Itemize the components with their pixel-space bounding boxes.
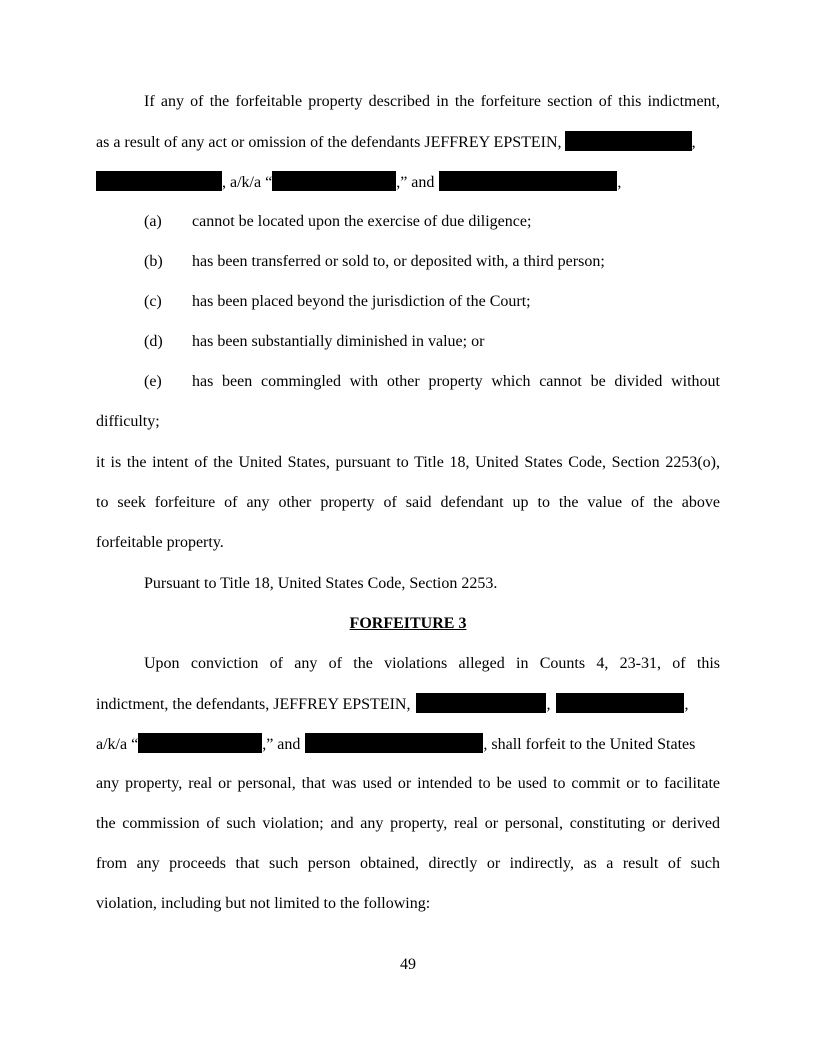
para3-line3-aka: a/k/a “ — [96, 736, 139, 753]
list-item-text: has been transferred or sold to, or deposited with, a third person; — [192, 253, 605, 270]
item-e-continuation: difficulty; — [96, 413, 160, 430]
list-item-text: has been placed beyond the jurisdiction of the Court; — [192, 293, 531, 310]
para3-line1: Upon conviction of any of the violations alleged in Counts 4, 23-31, of this — [144, 655, 720, 672]
para3-line2 — [96, 693, 720, 715]
para3-line4: any property, real or personal, that was used or intended to be used to commit or to facilitate — [96, 775, 720, 792]
para1-line3-comma: , — [617, 174, 622, 191]
redaction-block — [565, 131, 692, 151]
para1-line3 — [96, 171, 720, 193]
list-item-label: (b) — [144, 253, 163, 270]
para2-line1: it is the intent of the United States, pursuant to Title 18, United States Code, Section 2253(o), — [96, 454, 720, 471]
list-item-label: (e) — [144, 373, 162, 390]
list-item — [144, 212, 720, 232]
redaction-block — [556, 693, 684, 713]
para1-line3-aka: , a/k/a “ — [222, 174, 273, 191]
para1-line3-and: ,” and — [396, 174, 435, 191]
redaction-block — [138, 733, 262, 753]
para3-line6: from any proceeds that such person obtained, directly or indirectly, as a result of such — [96, 855, 720, 872]
list-item-text: has been substantially diminished in value; or — [192, 333, 485, 350]
page-number: 49 — [400, 956, 416, 973]
list-item — [144, 252, 720, 272]
redaction-block — [439, 171, 617, 191]
para1-line1: If any of the forfeitable property described in the forfeiture section of this indictment, — [144, 93, 720, 110]
list-item-text: has been commingled with other property which cannot be divided without — [192, 373, 720, 390]
para1-line2-text: as a result of any act or omission of the defendants JEFFREY EPSTEIN, — [96, 134, 562, 151]
para3-line5: the commission of such violation; and any property, real or personal, constituting or derived — [96, 815, 720, 832]
para3-line3 — [96, 733, 720, 755]
list-item — [144, 292, 720, 312]
section-heading: FORFEITURE 3 — [349, 615, 467, 632]
para3-line3-and: ,” and — [262, 736, 301, 753]
para3-line2-comma2: , — [684, 696, 689, 713]
list-item — [144, 332, 720, 352]
redaction-block — [416, 693, 546, 713]
para3-line7: violation, including but not limited to the following: — [96, 895, 431, 912]
para2-line3: forfeitable property. — [96, 534, 224, 551]
redaction-block — [96, 171, 222, 191]
para1-line2-comma: , — [691, 134, 696, 151]
redaction-block — [272, 171, 396, 191]
list-item-label: (d) — [144, 333, 163, 350]
list-item-label: (a) — [144, 213, 162, 230]
list-item — [144, 372, 720, 392]
list-item-label: (c) — [144, 293, 162, 310]
para3-line3-forfeit: , shall forfeit to the United States — [483, 736, 696, 753]
redaction-block — [305, 733, 483, 753]
para3-line2-text: indictment, the defendants, JEFFREY EPSTEIN, — [96, 696, 411, 713]
list-item-text: cannot be located upon the exercise of due diligence; — [192, 213, 532, 230]
para2-line2: to seek forfeiture of any other property of said defendant up to the value of the above — [96, 494, 720, 511]
pursuant-line: Pursuant to Title 18, United States Code, Section 2253. — [144, 575, 498, 592]
para3-line2-comma1: , — [546, 696, 551, 713]
para1-line2 — [96, 131, 720, 153]
